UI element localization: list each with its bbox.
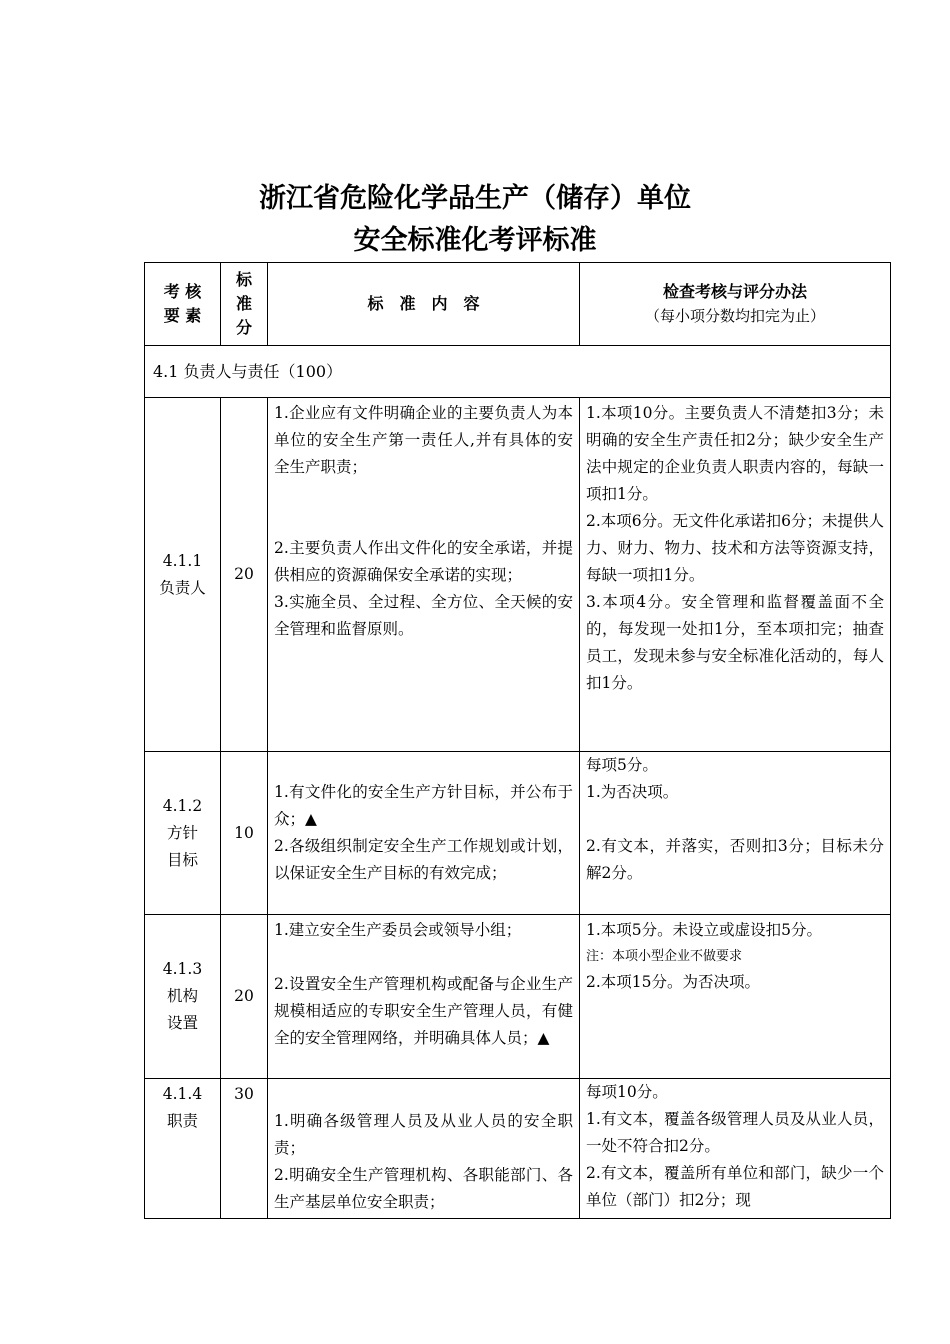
header-content: 标 准 内 容 — [268, 263, 580, 346]
table-row — [145, 1079, 891, 1219]
element-name: 机构 — [166, 987, 198, 1005]
spacer — [586, 806, 884, 833]
element-code: 4.1.3 — [162, 960, 203, 978]
element-name: 方针 — [166, 823, 198, 842]
table-row — [145, 752, 891, 915]
content-cell — [268, 398, 580, 752]
element-cell — [145, 1079, 221, 1219]
document-title-line2: 安全标准化考评标准 — [353, 225, 597, 256]
header-element-line: 要 素 — [163, 306, 202, 325]
content-item: 2.设置安全生产管理机构或配备与企业生产规模相适应的专职安全生产管理人员，有健全的安全管理网络，并明确具体人员；▲ — [274, 975, 573, 1047]
method-item: 1.有文本，覆盖各级管理人员及从业人员，一处不符合扣2分。 — [586, 1110, 884, 1155]
header-score-char: 分 — [235, 318, 252, 337]
content-cell — [268, 915, 580, 1079]
method-cell — [580, 398, 891, 752]
spacer — [274, 1081, 573, 1108]
score-cell: 30 — [221, 1079, 268, 1219]
header-method-title: 检查考核与评分办法 — [662, 282, 807, 301]
content-item: 1.有文件化的安全生产方针目标，并公布于众；▲ — [274, 783, 573, 828]
table-row — [145, 398, 891, 752]
content-cell — [268, 1079, 580, 1219]
method-item: 2.本项15分。为否决项。 — [586, 973, 761, 991]
header-score-char: 标 — [235, 270, 252, 289]
spacer — [274, 481, 573, 535]
header-element — [145, 263, 221, 346]
method-cell — [580, 1079, 891, 1219]
method-item: 每项5分。 — [586, 756, 658, 774]
element-code: 4.1.4 — [162, 1085, 203, 1103]
method-item: 3.本项4分。安全管理和监督覆盖面不全的，每发现一处扣1分，至本项扣完；抽查员工，发现未参与安全标准化活动的，每人扣1分。 — [586, 593, 884, 692]
content-item: 1.明确各级管理人员及从业人员的安全职责； — [274, 1112, 573, 1157]
element-name: 目标 — [166, 850, 198, 869]
score-cell: 10 — [221, 752, 268, 915]
element-name: 职责 — [166, 1112, 198, 1130]
element-name: 设置 — [166, 1014, 198, 1032]
method-item: 1.本项5分。未设立或虚设扣5分。 — [586, 921, 823, 939]
header-method — [580, 263, 891, 346]
method-item: 1.本项10分。主要负责人不清楚扣3分；未明确的安全生产责任扣2分；缺少安全生产法中规定的企业负责人职责内容的，每缺一项扣1分。 — [586, 404, 884, 503]
element-code: 4.1.1 — [162, 551, 203, 570]
method-cell — [580, 915, 891, 1079]
section-row — [145, 346, 891, 398]
content-item: 3.实施全员、全过程、全方位、全天候的安全管理和监督原则。 — [274, 593, 573, 638]
element-code: 4.1.2 — [162, 796, 203, 815]
header-element-line: 考 核 — [163, 282, 202, 301]
method-item: 2.本项6分。无文件化承诺扣6分；未提供人力、财力、物力、技术和方法等资源支持，每缺一项扣1分。 — [586, 512, 885, 584]
method-item: 2.有文本，覆盖所有单位和部门，缺少一个单位（部门）扣2分；现 — [586, 1164, 884, 1209]
element-cell — [145, 752, 221, 915]
header-score-char: 准 — [235, 294, 252, 313]
header-method-subtitle: （每小项分数均扣完为止） — [644, 307, 825, 325]
table-row — [145, 915, 891, 1079]
method-cell — [580, 752, 891, 915]
element-cell — [145, 398, 221, 752]
content-item: 2.主要负责人作出文件化的安全承诺，并提供相应的资源确保安全承诺的实现； — [274, 539, 573, 584]
spacer — [274, 944, 573, 971]
score-cell: 20 — [221, 398, 268, 752]
element-name: 负责人 — [159, 578, 206, 597]
table-header-row — [145, 263, 891, 346]
method-item: 1.为否决项。 — [586, 783, 679, 801]
content-item: 2.各级组织制定安全生产工作规划或计划，以保证安全生产目标的有效完成； — [274, 837, 573, 882]
document-title-line1: 浙江省危险化学品生产（储存）单位 — [259, 183, 691, 214]
score-cell: 20 — [221, 915, 268, 1079]
content-cell — [268, 752, 580, 915]
content-item: 2.明确安全生产管理机构、各职能部门、各生产基层单位安全职责； — [274, 1166, 573, 1211]
method-item: 每项10分。 — [586, 1083, 668, 1101]
element-cell — [145, 915, 221, 1079]
assessment-table — [144, 262, 891, 1219]
method-item: 2.有文本，并落实，否则扣3分；目标未分解2分。 — [586, 837, 884, 882]
header-score — [221, 263, 268, 346]
method-note: 注：本项小型企业不做要求 — [586, 949, 743, 964]
content-item: 1.建立安全生产委员会或领导小组； — [274, 921, 522, 939]
section-title: 4.1 负责人与责任（100） — [145, 346, 891, 398]
content-item: 1.企业应有文件明确企业的主要负责人为本单位的安全生产第一责任人,并有具体的安全生产职责； — [274, 404, 573, 476]
